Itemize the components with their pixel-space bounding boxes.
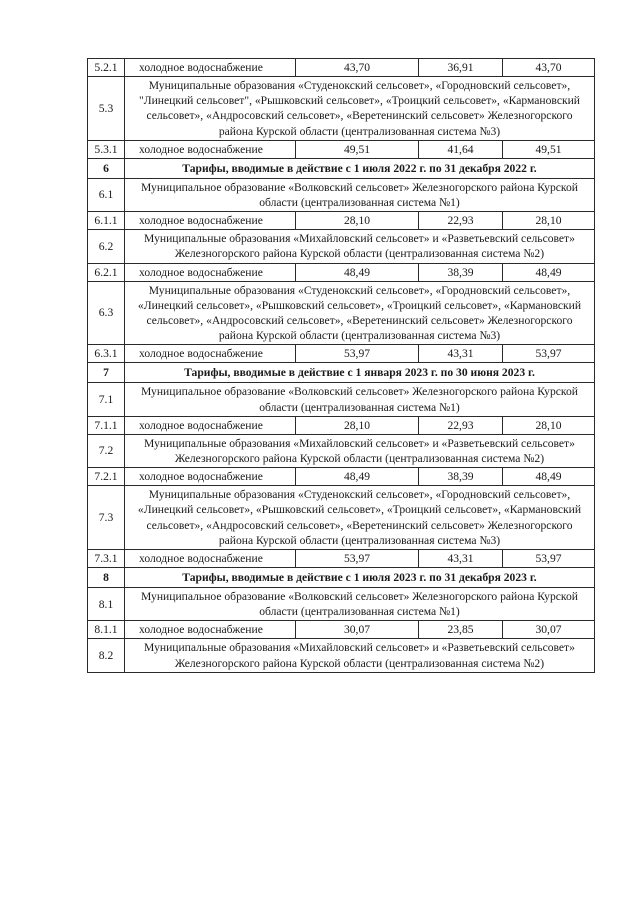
municipality-row (88, 178, 595, 211)
service-name: холодное водоснабжение (125, 212, 296, 230)
municipality-row (88, 486, 595, 550)
section-title: Тарифы, вводимые в действие с 1 января 2023 г. по 30 июня 2023 г. (125, 363, 595, 383)
municipality-description: Муниципальное образование «Волковский сельсовет» Железногорского района Курской области (централизованная система №1) (125, 178, 595, 211)
tariff-value: 43,70 (296, 59, 419, 77)
tariff-value: 43,31 (419, 550, 503, 568)
service-name: холодное водоснабжение (125, 550, 296, 568)
section-header-row (88, 158, 595, 178)
tariff-value: 53,97 (503, 550, 595, 568)
section-number: 8 (88, 568, 125, 588)
municipality-row (88, 77, 595, 141)
tariff-value: 48,49 (296, 468, 419, 486)
municipality-description: Муниципальное образование «Волковский сельсовет» Железногорского района Курской области (централизованная система №1) (125, 383, 595, 416)
municipality-row (88, 434, 595, 467)
tariff-value: 22,93 (419, 212, 503, 230)
service-name: холодное водоснабжение (125, 140, 296, 158)
tariff-value: 28,10 (503, 212, 595, 230)
row-number: 7.2.1 (88, 468, 125, 486)
row-number: 8.1.1 (88, 621, 125, 639)
row-number: 6.2 (88, 230, 125, 263)
row-number: 5.3.1 (88, 140, 125, 158)
tariff-value: 36,91 (419, 59, 503, 77)
section-number: 6 (88, 158, 125, 178)
row-number: 7.1 (88, 383, 125, 416)
municipality-row (88, 639, 595, 672)
tariff-value: 49,51 (503, 140, 595, 158)
tariff-value: 30,07 (296, 621, 419, 639)
service-name: холодное водоснабжение (125, 263, 296, 281)
tariff-data-row (88, 140, 595, 158)
tariff-data-row (88, 59, 595, 77)
row-number: 7.3 (88, 486, 125, 550)
municipality-description: Муниципальные образования «Михайловский сельсовет» и «Разветьевский сельсовет» Железногорского района Курской области (централизованная система №2) (125, 230, 595, 263)
tariff-value: 53,97 (296, 550, 419, 568)
tariff-data-row (88, 550, 595, 568)
row-number: 6.1 (88, 178, 125, 211)
row-number: 6.1.1 (88, 212, 125, 230)
tariff-data-row (88, 345, 595, 363)
section-title: Тарифы, вводимые в действие с 1 июля 2023 г. по 31 декабря 2023 г. (125, 568, 595, 588)
tariff-value: 38,39 (419, 468, 503, 486)
tariff-value: 43,70 (503, 59, 595, 77)
row-number: 6.2.1 (88, 263, 125, 281)
section-header-row (88, 363, 595, 383)
tariff-value: 48,49 (503, 468, 595, 486)
tariff-value: 48,49 (296, 263, 419, 281)
row-number: 6.3 (88, 281, 125, 345)
tariff-value: 22,93 (419, 416, 503, 434)
tariff-value: 28,10 (296, 212, 419, 230)
row-number: 7.1.1 (88, 416, 125, 434)
municipality-description: Муниципальные образования «Студенокский сельсовет», «Городновский сельсовет», "Линецкий сельсовет", «Рышковский сельсовет», «Троицкий сельсовет», «Кармановский сельсовет», «Андросовский сельсовет», «Веретенинский сельсовет» Железногорского района Курской области (централизованная система №3) (125, 77, 595, 141)
service-name: холодное водоснабжение (125, 468, 296, 486)
municipality-description: Муниципальные образования «Михайловский сельсовет» и «Разветьевский сельсовет» Железногорского района Курской области (централизованная система №2) (125, 639, 595, 672)
tariff-value: 48,49 (503, 263, 595, 281)
tariff-data-row (88, 212, 595, 230)
row-number: 5.2.1 (88, 59, 125, 77)
tariff-table-page (87, 58, 594, 673)
service-name: холодное водоснабжение (125, 621, 296, 639)
section-number: 7 (88, 363, 125, 383)
tariff-value: 53,97 (503, 345, 595, 363)
tariff-value: 43,31 (419, 345, 503, 363)
row-number: 5.3 (88, 77, 125, 141)
tariff-data-row (88, 468, 595, 486)
tariff-data-row (88, 621, 595, 639)
municipality-description: Муниципальные образования «Студенокский сельсовет», «Городновский сельсовет», «Линецкий сельсовет», «Рышковский сельсовет», «Троицкий сельсовет», «Кармановский сельсовет», «Андросовский сельсовет», «Веретенинский сельсовет» Железногорского района Курской области (централизованная система №3) (125, 486, 595, 550)
row-number: 8.1 (88, 588, 125, 621)
municipality-description: Муниципальные образования «Михайловский сельсовет» и «Разветьевский сельсовет» Железногорского района Курской области (централизованная система №2) (125, 434, 595, 467)
tariff-value: 28,10 (296, 416, 419, 434)
municipality-description: Муниципальные образования «Студенокский сельсовет», «Городновский сельсовет», «Линецкий сельсовет», «Рышковский сельсовет», «Троицкий сельсовет», «Кармановский сельсовет», «Андросовский сельсовет», «Веретенинский сельсовет» Железногорского района Курской области (централизованная система №3) (125, 281, 595, 345)
section-title: Тарифы, вводимые в действие с 1 июля 2022 г. по 31 декабря 2022 г. (125, 158, 595, 178)
municipality-row (88, 281, 595, 345)
service-name: холодное водоснабжение (125, 345, 296, 363)
service-name: холодное водоснабжение (125, 416, 296, 434)
tariff-value: 28,10 (503, 416, 595, 434)
tariff-value: 30,07 (503, 621, 595, 639)
tariff-data-row (88, 263, 595, 281)
row-number: 7.3.1 (88, 550, 125, 568)
section-header-row (88, 568, 595, 588)
municipality-row (88, 383, 595, 416)
tariff-value: 49,51 (296, 140, 419, 158)
municipality-row (88, 230, 595, 263)
tariff-value: 53,97 (296, 345, 419, 363)
municipality-row (88, 588, 595, 621)
tariff-data-row (88, 416, 595, 434)
tariff-table (87, 58, 595, 673)
service-name: холодное водоснабжение (125, 59, 296, 77)
row-number: 8.2 (88, 639, 125, 672)
row-number: 6.3.1 (88, 345, 125, 363)
tariff-value: 23,85 (419, 621, 503, 639)
row-number: 7.2 (88, 434, 125, 467)
tariff-value: 38,39 (419, 263, 503, 281)
tariff-table-body (88, 59, 595, 673)
tariff-value: 41,64 (419, 140, 503, 158)
municipality-description: Муниципальное образование «Волковский сельсовет» Железногорского района Курской области (централизованная система №1) (125, 588, 595, 621)
